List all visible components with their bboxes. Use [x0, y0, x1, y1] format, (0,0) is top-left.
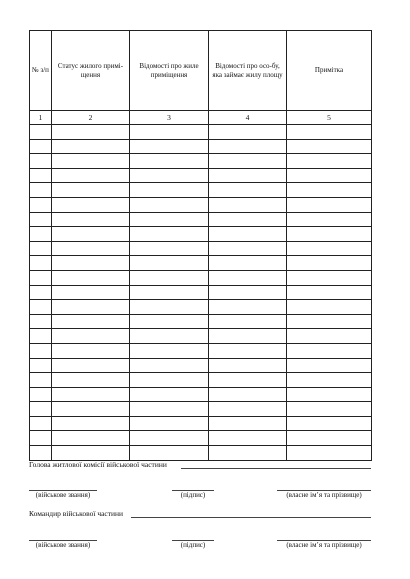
table-cell: [130, 285, 209, 300]
table-cell: [30, 125, 52, 140]
table-cell: [209, 125, 287, 140]
table-cell: [209, 256, 287, 271]
table-cell: [52, 256, 130, 271]
table-cell: [287, 373, 372, 388]
table-cell: [52, 285, 130, 300]
table-cell: [30, 168, 52, 183]
table-cell: [52, 314, 130, 329]
table-cell: [287, 358, 372, 373]
table-cell: [287, 300, 372, 315]
table-cell: [287, 197, 372, 212]
table-cell: [130, 139, 209, 154]
table-row: [30, 125, 372, 140]
table-cell: [287, 125, 372, 140]
table-cell: [52, 227, 130, 242]
column-number: 3: [130, 111, 209, 125]
table-cell: [209, 431, 287, 446]
table-cell: [30, 387, 52, 402]
table-cell: [52, 125, 130, 140]
table-cell: [130, 227, 209, 242]
table-cell: [52, 446, 130, 461]
table-cell: [130, 197, 209, 212]
table-cell: [30, 256, 52, 271]
table-cell: [287, 227, 372, 242]
table-cell: [30, 227, 52, 242]
table-cell: [30, 154, 52, 169]
table-cell: [52, 402, 130, 417]
table-row: [30, 446, 372, 461]
table-cell: [130, 387, 209, 402]
header-premises-info: Відомості про жиле приміщення: [130, 31, 209, 111]
column-number-row: [30, 111, 372, 125]
table-cell: [52, 212, 130, 227]
table-cell: [287, 139, 372, 154]
table-row: [30, 197, 372, 212]
table-cell: [209, 168, 287, 183]
register-table: [29, 30, 372, 461]
table-cell: [52, 154, 130, 169]
table-row: [30, 416, 372, 431]
table-cell: [209, 227, 287, 242]
table-row: [30, 168, 372, 183]
table-cell: [130, 373, 209, 388]
table-cell: [130, 358, 209, 373]
table-cell: [209, 300, 287, 315]
table-cell: [209, 139, 287, 154]
table-cell: [52, 183, 130, 198]
table-cell: [209, 373, 287, 388]
table-cell: [287, 343, 372, 358]
table-cell: [30, 402, 52, 417]
table-cell: [30, 183, 52, 198]
table-cell: [130, 212, 209, 227]
table-cell: [30, 300, 52, 315]
table-cell: [52, 416, 130, 431]
table-row: [30, 387, 372, 402]
table-cell: [52, 329, 130, 344]
table-cell: [30, 270, 52, 285]
table-cell: [287, 446, 372, 461]
table-cell: [287, 402, 372, 417]
table-row: [30, 358, 372, 373]
table-cell: [30, 285, 52, 300]
table-row: [30, 139, 372, 154]
table-cell: [30, 241, 52, 256]
table-cell: [287, 256, 372, 271]
name-caption: (власне ім’я та прізвище): [286, 491, 362, 499]
signature-caption: (підпис): [180, 491, 206, 499]
table-cell: [287, 314, 372, 329]
table-cell: [30, 197, 52, 212]
table-cell: [209, 358, 287, 373]
table-cell: [130, 446, 209, 461]
table-cell: [30, 212, 52, 227]
table-cell: [30, 139, 52, 154]
table-row: [30, 329, 372, 344]
table-cell: [209, 270, 287, 285]
table-cell: [130, 329, 209, 344]
table-cell: [287, 431, 372, 446]
header-status: Статус жилого примі-щення: [52, 31, 130, 111]
table-cell: [209, 402, 287, 417]
header-number: № з/п: [30, 31, 52, 111]
table-cell: [209, 416, 287, 431]
table-cell: [287, 212, 372, 227]
table-cell: [209, 212, 287, 227]
table-cell: [130, 168, 209, 183]
table-cell: [209, 343, 287, 358]
table-cell: [209, 314, 287, 329]
table-cell: [52, 387, 130, 402]
table-cell: [287, 416, 372, 431]
table-cell: [209, 183, 287, 198]
table-cell: [52, 197, 130, 212]
table-cell: [30, 416, 52, 431]
table-row: [30, 300, 372, 315]
table-row: [30, 227, 372, 242]
table-row: [30, 402, 372, 417]
table-row: [30, 343, 372, 358]
table-cell: [130, 270, 209, 285]
column-number: 2: [52, 111, 130, 125]
table-cell: [287, 329, 372, 344]
table-cell: [30, 446, 52, 461]
table-cell: [287, 270, 372, 285]
signature-caption: (підпис): [180, 541, 206, 549]
table-cell: [52, 431, 130, 446]
table-cell: [30, 343, 52, 358]
header-note: Примітка: [287, 31, 372, 111]
table-cell: [130, 300, 209, 315]
table-row: [30, 241, 372, 256]
table-header-row: [30, 31, 372, 111]
table-row: [30, 270, 372, 285]
table-cell: [30, 314, 52, 329]
table-cell: [209, 387, 287, 402]
table-cell: [209, 285, 287, 300]
table-cell: [130, 256, 209, 271]
table-cell: [287, 387, 372, 402]
table-cell: [52, 300, 130, 315]
table-cell: [52, 343, 130, 358]
header-occupant-info: Відомості про осо-бу, яка займає жилу площу: [209, 31, 287, 111]
table-cell: [130, 241, 209, 256]
table-cell: [130, 343, 209, 358]
column-number: 4: [209, 111, 287, 125]
table-cell: [30, 431, 52, 446]
column-number: 5: [287, 111, 372, 125]
table-cell: [209, 329, 287, 344]
table-cell: [130, 402, 209, 417]
table-row: [30, 431, 372, 446]
table-cell: [130, 125, 209, 140]
table-cell: [130, 183, 209, 198]
table-cell: [130, 431, 209, 446]
rank-caption: (військове звання): [35, 491, 91, 499]
table-row: [30, 373, 372, 388]
committee-head-label: Голова житлової комісії військової частини: [29, 460, 167, 469]
table-cell: [130, 154, 209, 169]
table-cell: [52, 358, 130, 373]
rank-caption: (військове звання): [35, 541, 91, 549]
table-cell: [52, 168, 130, 183]
column-number: 1: [30, 111, 52, 125]
table-cell: [287, 183, 372, 198]
table-cell: [130, 416, 209, 431]
table-cell: [130, 314, 209, 329]
name-caption: (власне ім’я та прізвище): [286, 541, 362, 549]
committee-unit-line: [181, 468, 371, 469]
table-cell: [287, 285, 372, 300]
table-cell: [287, 241, 372, 256]
commander-unit-line: [131, 517, 371, 518]
table-cell: [52, 373, 130, 388]
table-row: [30, 183, 372, 198]
table-cell: [287, 168, 372, 183]
table-cell: [209, 446, 287, 461]
table-row: [30, 212, 372, 227]
table-cell: [30, 329, 52, 344]
table-cell: [209, 197, 287, 212]
table-cell: [209, 154, 287, 169]
table-row: [30, 256, 372, 271]
table-cell: [30, 373, 52, 388]
table-row: [30, 154, 372, 169]
table-cell: [30, 358, 52, 373]
commander-label: Командир військової частини: [29, 509, 124, 518]
table-cell: [52, 241, 130, 256]
table-row: [30, 285, 372, 300]
table-cell: [52, 270, 130, 285]
table-cell: [209, 241, 287, 256]
table-cell: [287, 154, 372, 169]
table-row: [30, 314, 372, 329]
table-cell: [52, 139, 130, 154]
